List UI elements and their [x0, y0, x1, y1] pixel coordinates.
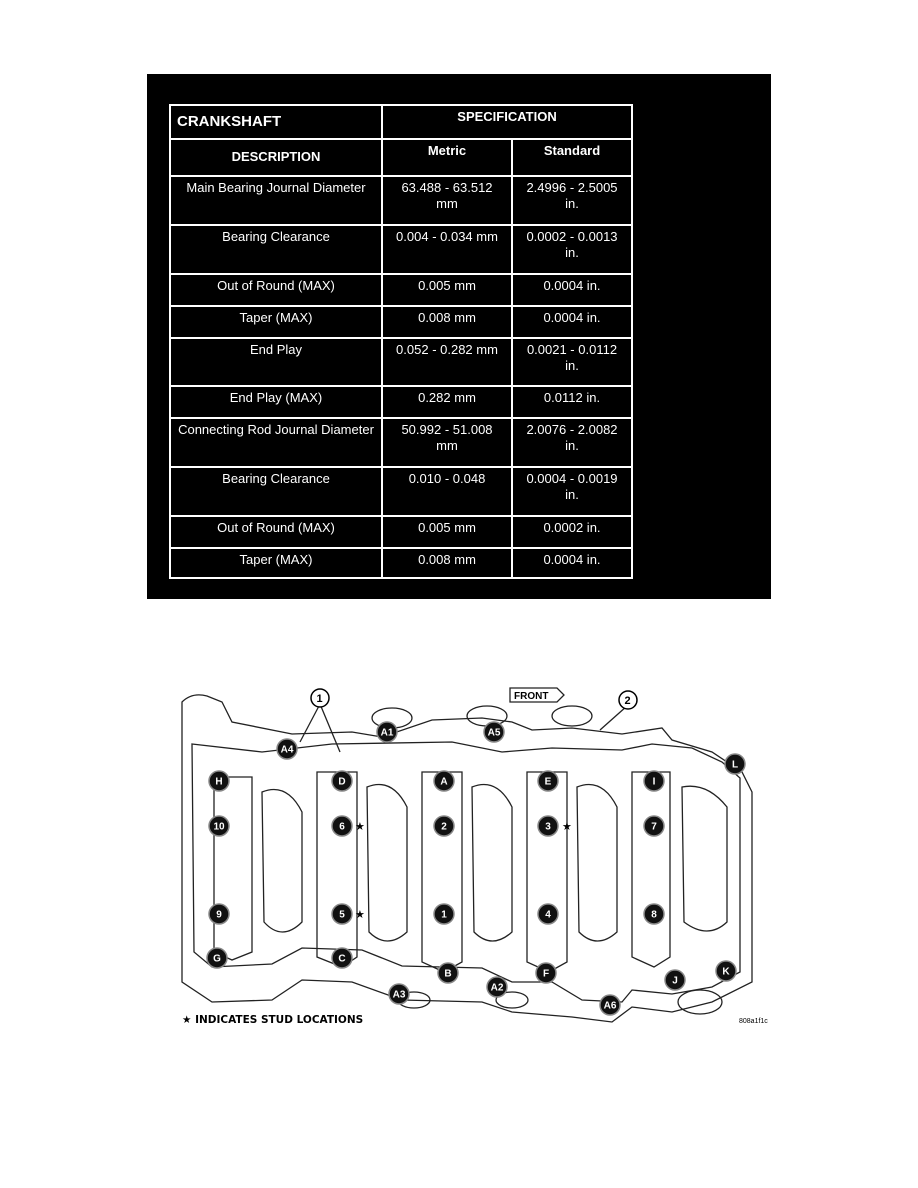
- bolt-marker: [644, 904, 664, 924]
- bolt-marker-label: B: [444, 968, 452, 980]
- bolt-marker: [538, 771, 558, 791]
- bolt-marker: [207, 948, 227, 968]
- bolt-marker-label: 7: [651, 821, 657, 833]
- bolt-marker: [277, 739, 297, 759]
- row-metric: 0.008 mm: [382, 548, 512, 578]
- bolt-marker-label: I: [652, 776, 656, 788]
- bolt-marker-label: 10: [213, 821, 225, 833]
- row-description: Out of Round (MAX): [170, 516, 382, 548]
- bolt-marker: [332, 948, 352, 968]
- bolt-marker: [487, 977, 507, 997]
- bolt-marker: [209, 816, 229, 836]
- description-header: DESCRIPTION: [170, 139, 382, 176]
- metric-header: Metric: [382, 139, 512, 176]
- bolt-marker-label: 5: [339, 909, 345, 921]
- row-standard: 0.0021 - 0.0112 in.: [512, 338, 632, 386]
- row-metric: 50.992 - 51.008 mm: [382, 418, 512, 467]
- table-row: [170, 418, 632, 467]
- bolt-marker: [484, 722, 504, 742]
- stud-stars: [355, 820, 572, 921]
- callout-2: [619, 691, 637, 709]
- callout-1: [311, 689, 329, 707]
- bolt-marker-label: C: [338, 953, 346, 965]
- bolt-marker-label: L: [731, 759, 739, 771]
- bolt-marker-label: A1: [380, 727, 394, 739]
- row-standard: 0.0002 - 0.0013 in.: [512, 225, 632, 274]
- bolt-marker: [600, 995, 620, 1015]
- row-metric: 0.004 - 0.034 mm: [382, 225, 512, 274]
- table-row: [170, 306, 632, 338]
- table-row: [170, 516, 632, 548]
- table-row: [170, 225, 632, 274]
- bolt-marker-label: 3: [545, 821, 551, 833]
- bolt-marker: [377, 722, 397, 742]
- front-label: FRONT: [514, 691, 549, 702]
- bolt-marker-label: 9: [216, 909, 222, 921]
- specification-header: SPECIFICATION: [382, 105, 632, 139]
- bolt-marker-label: A5: [487, 727, 501, 739]
- bolt-marker: [434, 816, 454, 836]
- bolt-marker-label: A4: [280, 744, 294, 756]
- row-metric: 0.008 mm: [382, 306, 512, 338]
- crankshaft-spec-figure: [147, 74, 771, 599]
- row-metric: 0.282 mm: [382, 386, 512, 418]
- bolt-marker: [434, 904, 454, 924]
- bolt-marker-label: H: [215, 776, 223, 788]
- bolt-marker: [644, 816, 664, 836]
- row-standard: 0.0004 - 0.0019 in.: [512, 467, 632, 516]
- bolt-marker-label: A6: [603, 1000, 617, 1012]
- stud-star-icon: ★: [355, 908, 365, 921]
- bolt-marker: [725, 754, 745, 774]
- bolt-marker: [332, 904, 352, 924]
- bolt-marker-label: K: [722, 966, 730, 978]
- bolt-marker: [716, 961, 736, 981]
- row-metric: 0.005 mm: [382, 274, 512, 306]
- row-description: Taper (MAX): [170, 548, 382, 578]
- bolt-marker-label: 6: [339, 821, 345, 833]
- table-row: [170, 176, 632, 225]
- row-description: Connecting Rod Journal Diameter: [170, 418, 382, 467]
- row-metric: 63.488 - 63.512 mm: [382, 176, 512, 225]
- bolt-marker: [536, 963, 556, 983]
- bolt-marker-label: 1: [441, 909, 447, 921]
- crankshaft-spec-table: [169, 104, 633, 579]
- bolt-marker-label: 4: [545, 909, 551, 921]
- bolt-marker: [434, 771, 454, 791]
- bolt-marker: [438, 963, 458, 983]
- table-row: [170, 274, 632, 306]
- table-title: CRANKSHAFT: [170, 105, 382, 139]
- stud-star-icon: ★: [355, 820, 365, 833]
- figure-id: 808a1f1c: [739, 1018, 768, 1025]
- stud-star-icon: ★: [562, 820, 572, 833]
- row-description: Bearing Clearance: [170, 467, 382, 516]
- bolt-marker: [332, 816, 352, 836]
- standard-header: Standard: [512, 139, 632, 176]
- row-metric: 0.010 - 0.048: [382, 467, 512, 516]
- row-metric: 0.005 mm: [382, 516, 512, 548]
- table-row: [170, 338, 632, 386]
- bolt-marker-label: 2: [441, 821, 447, 833]
- bolt-marker-label: 8: [651, 909, 657, 921]
- bolt-marker: [644, 771, 664, 791]
- bolt-marker-label: D: [338, 776, 346, 788]
- row-description: End Play (MAX): [170, 386, 382, 418]
- table-row: [170, 548, 632, 578]
- row-standard: 0.0004 in.: [512, 306, 632, 338]
- row-description: Main Bearing Journal Diameter: [170, 176, 382, 225]
- callout-1-text: 1: [316, 693, 323, 705]
- bolt-marker: [389, 984, 409, 1004]
- row-description: Out of Round (MAX): [170, 274, 382, 306]
- row-standard: 0.0004 in.: [512, 274, 632, 306]
- bolt-marker: [332, 771, 352, 791]
- bolt-marker: [209, 771, 229, 791]
- table-row: [170, 467, 632, 516]
- row-standard: 0.0004 in.: [512, 548, 632, 578]
- bolt-marker-label: E: [544, 776, 552, 788]
- bolt-marker-label: A: [440, 776, 448, 788]
- engine-line-art: [152, 682, 772, 1032]
- row-standard: 2.0076 - 2.0082 in.: [512, 418, 632, 467]
- row-description: Bearing Clearance: [170, 225, 382, 274]
- bolt-marker-label: F: [542, 968, 550, 980]
- bolt-marker: [538, 904, 558, 924]
- row-standard: 0.0112 in.: [512, 386, 632, 418]
- row-description: Taper (MAX): [170, 306, 382, 338]
- row-description: End Play: [170, 338, 382, 386]
- bolt-marker: [209, 904, 229, 924]
- stud-locations-note: ★ INDICATES STUD LOCATIONS: [182, 1014, 364, 1026]
- row-standard: 0.0002 in.: [512, 516, 632, 548]
- bolt-marker-label: A2: [490, 982, 504, 994]
- bolt-marker: [538, 816, 558, 836]
- row-metric: 0.052 - 0.282 mm: [382, 338, 512, 386]
- bedplate-bolt-sequence-figure: [152, 682, 772, 1032]
- bolt-markers: [207, 722, 745, 1015]
- row-standard: 2.4996 - 2.5005 in.: [512, 176, 632, 225]
- bolt-marker-label: J: [672, 975, 678, 987]
- bolt-marker: [665, 970, 685, 990]
- callout-2-text: 2: [624, 695, 631, 707]
- bolt-marker-label: A3: [392, 989, 406, 1001]
- table-row: [170, 386, 632, 418]
- bolt-marker-label: G: [213, 953, 221, 965]
